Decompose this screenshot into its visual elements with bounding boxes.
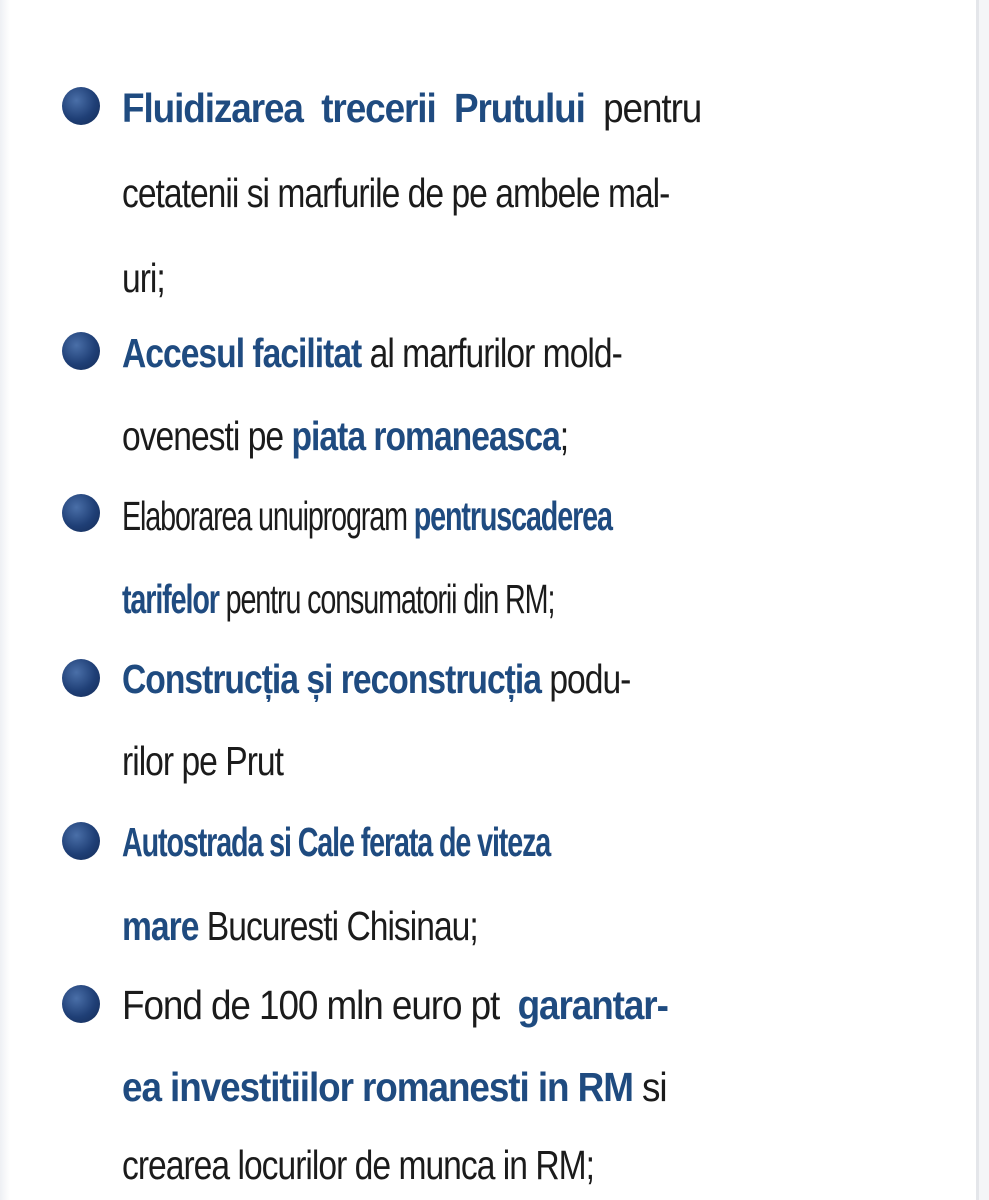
body-text: ; bbox=[559, 413, 569, 459]
text-line bbox=[122, 153, 669, 233]
body-text: ovenesti pe bbox=[122, 413, 292, 459]
right-margin bbox=[979, 0, 989, 1200]
body-text: cetatenii si marfurile de pe ambele mal- bbox=[122, 170, 670, 216]
body-text: crearea locurilor de munca in RM; bbox=[122, 1142, 595, 1188]
highlighted-text: Construcția și reconstrucția bbox=[122, 656, 541, 702]
text-line bbox=[122, 1047, 667, 1127]
bullet-dot-icon bbox=[62, 659, 100, 697]
highlighted-text: mare bbox=[122, 903, 199, 949]
highlighted-text: pentruscaderea bbox=[413, 493, 612, 539]
highlighted-text: garantar- bbox=[517, 982, 668, 1028]
text-line bbox=[122, 68, 701, 148]
text-line bbox=[122, 721, 283, 801]
body-text: pentru consumatorii din RM; bbox=[218, 576, 555, 622]
text-line bbox=[122, 476, 612, 556]
text-line bbox=[122, 639, 630, 719]
text-line bbox=[122, 313, 622, 393]
text-line bbox=[122, 802, 550, 882]
body-text: rilor pe Prut bbox=[122, 738, 283, 784]
bullet-dot-icon bbox=[62, 494, 100, 532]
text-line bbox=[122, 965, 668, 1045]
body-text: pentru bbox=[584, 85, 702, 131]
body-text: Elaborarea unuiprogram bbox=[122, 493, 414, 539]
highlighted-text: ea investitiilor romanesti in RM bbox=[122, 1064, 633, 1110]
body-text: uri; bbox=[122, 255, 165, 301]
body-text: si bbox=[632, 1064, 667, 1110]
bullet-dot-icon bbox=[62, 87, 100, 125]
body-text: Fond de 100 mln euro pt bbox=[122, 982, 518, 1028]
highlighted-text: Autostrada si Cale ferata de viteza bbox=[122, 819, 551, 865]
bullet-dot-icon bbox=[62, 985, 100, 1023]
body-text: podu- bbox=[540, 656, 631, 702]
text-line bbox=[122, 396, 568, 476]
body-text: al marfurilor mold- bbox=[361, 330, 622, 376]
highlighted-text: piata romaneasca bbox=[291, 413, 560, 459]
highlighted-text: tarifelor bbox=[122, 576, 219, 622]
bullet-dot-icon bbox=[62, 822, 100, 860]
text-line bbox=[122, 559, 554, 639]
text-line bbox=[122, 886, 478, 966]
text-line bbox=[122, 1125, 594, 1200]
highlighted-text: Fluidizarea trecerii Prutului bbox=[122, 85, 585, 131]
bullet-dot-icon bbox=[62, 332, 100, 370]
highlighted-text: Accesul facilitat bbox=[122, 330, 362, 376]
text-line bbox=[122, 238, 165, 318]
body-text: Bucuresti Chisinau; bbox=[198, 903, 478, 949]
